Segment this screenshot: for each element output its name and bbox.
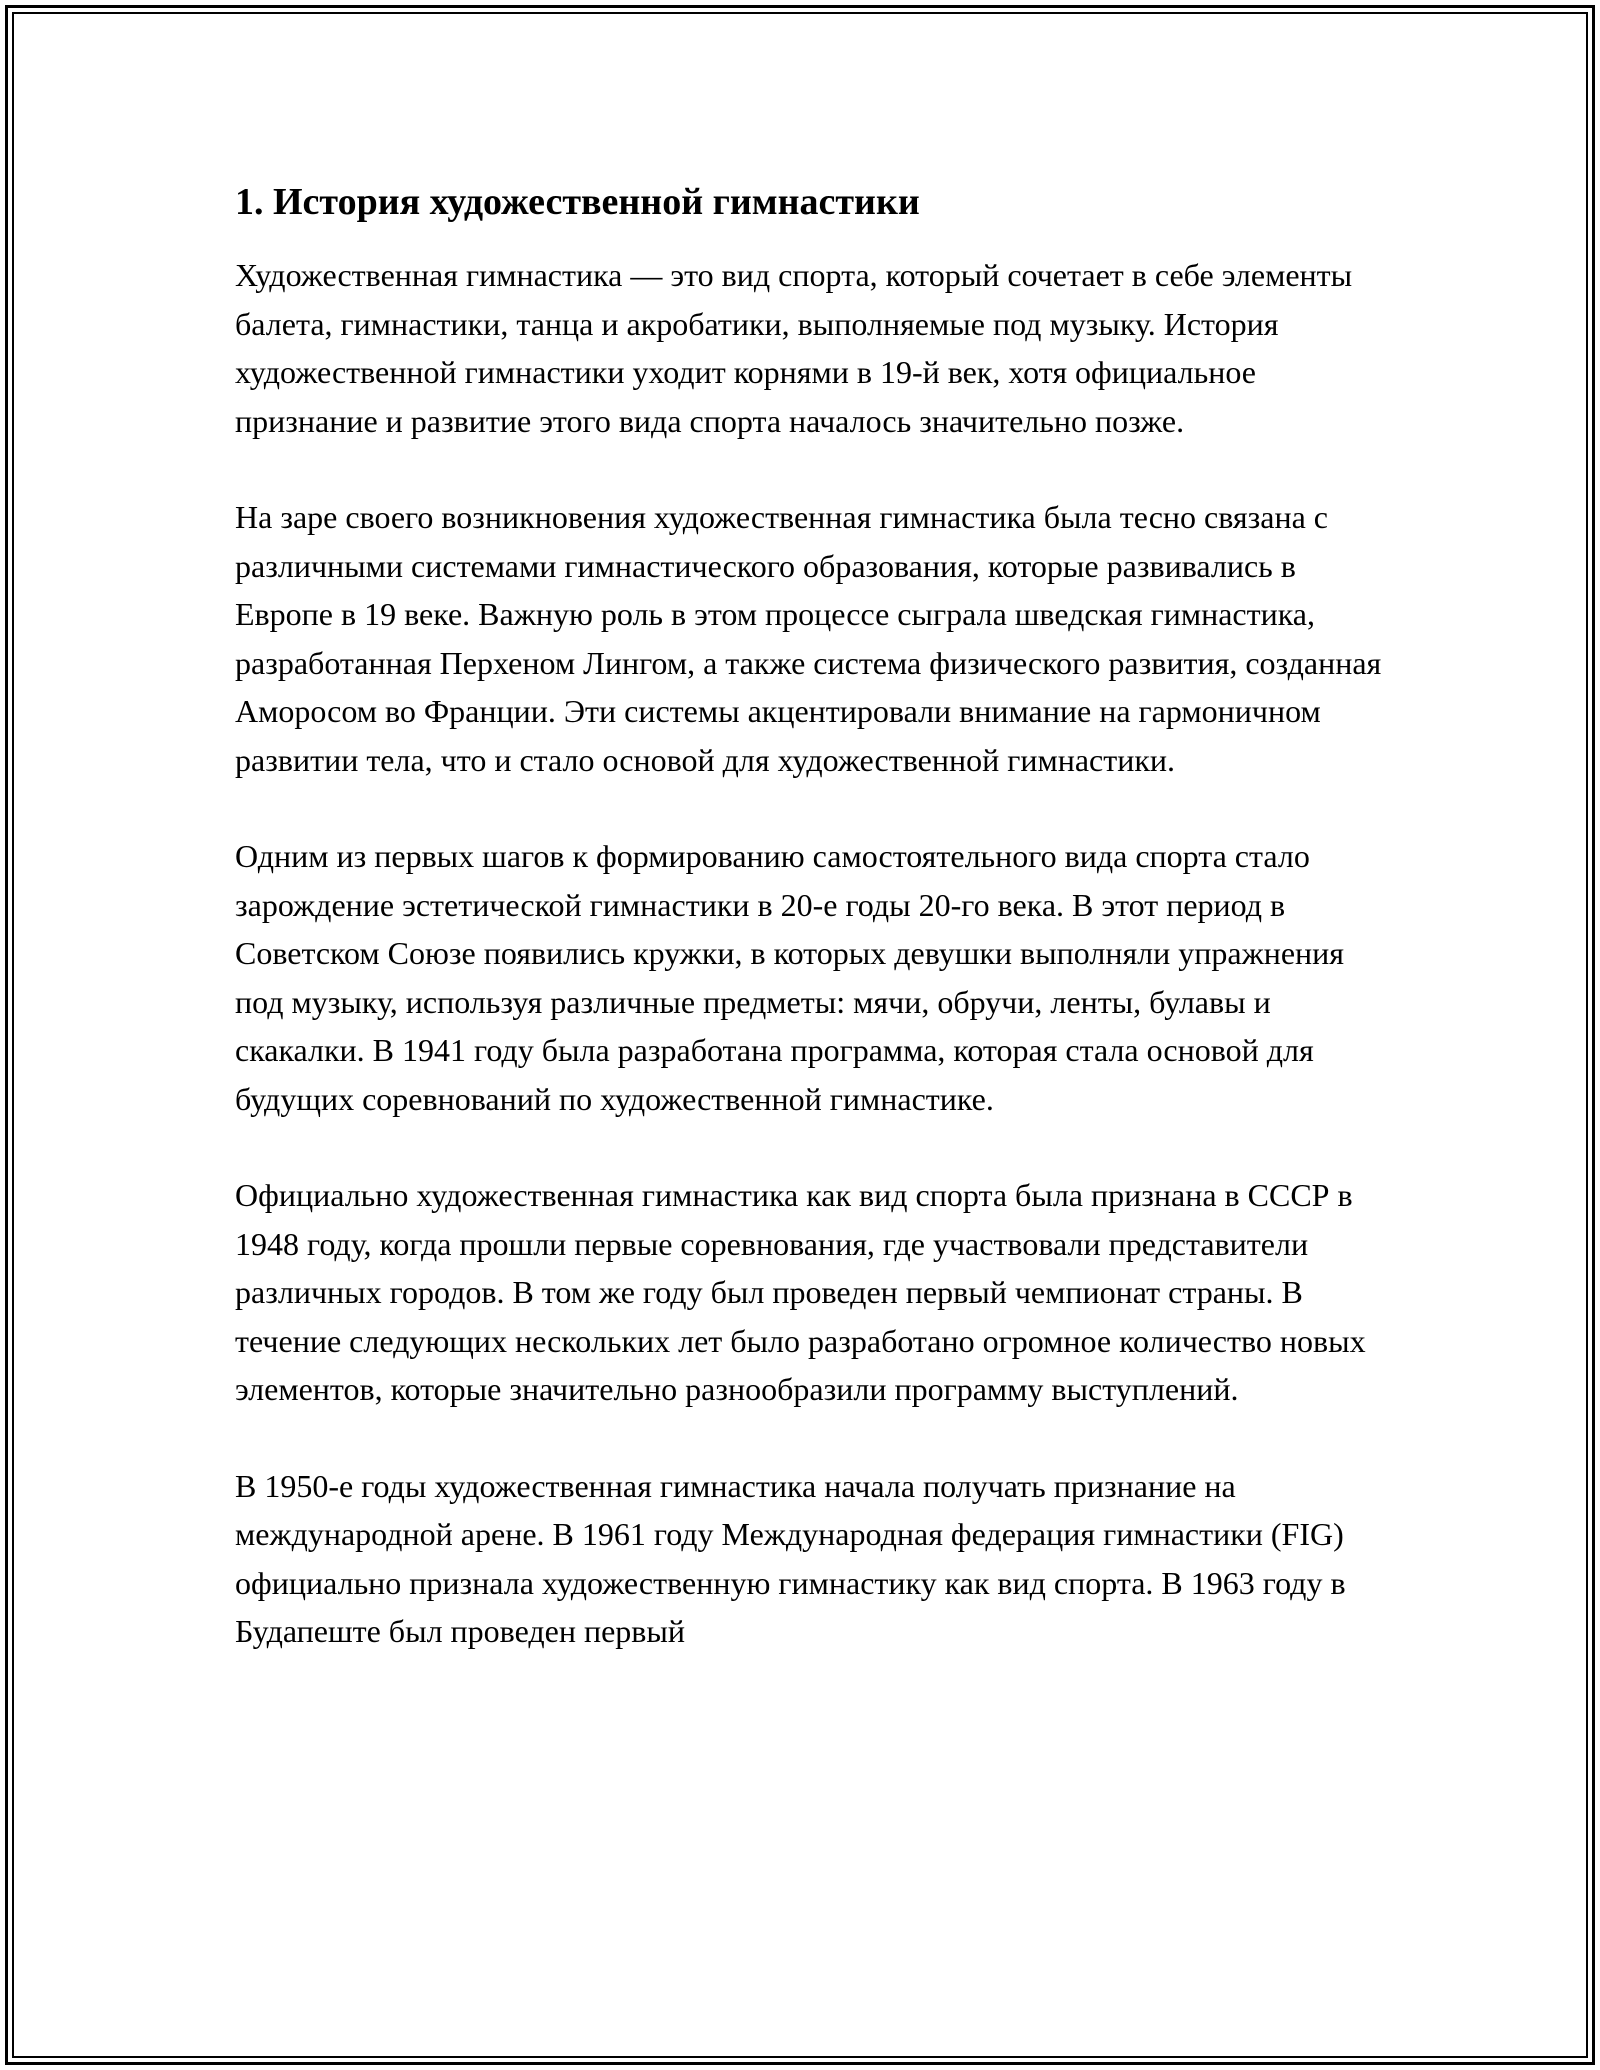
paragraph-4: Официально художественная гимнастика как вид спорта была признана в СССР в 1948 году, когда прошли первые соревнования, где участвовали представители различных городов. В том же году был проведен первый чемпионат страны. В течение следующих нескольких лет было разработано огромное количество новых элементов, которые значительно разнообразили программу выступлений.: [235, 1177, 1366, 1408]
document-body: [235, 178, 1385, 1704]
paragraph-1: Художественная гимнастика — это вид спорта, который сочетает в себе элементы балета, гимнастики, танца и акробатики, выполняемые под музыку. История художественной гимнастики уходит корнями в 19-й век, хотя официальное признание и развитие этого вида спорта началось значительно позже.: [235, 257, 1353, 439]
paragraph-5: В 1950-е годы художественная гимнастика начала получать признание на международной арене. В 1961 году Международная федерация гимнастики (FIG) официально признала художественную гимнастику как вид спорта. В 1963 году в Будапеште был проведен первый: [235, 1467, 1346, 1650]
section-heading: 1. История художественной гимнастики: [235, 181, 920, 223]
paragraph-2: На заре своего возникновения художественная гимнастика была тесно связана с различными системами гимнастического образования, которые развивались в Европе в 19 веке. Важную роль в этом процессе сыграла шведская гимнастика, разработанная Перхеном Лингом, а также система физического развития, созданная Аморосом во Франции. Эти системы акцентировали внимание на гармоничном развитии тела, что и стало основой для художественной гимнастики.: [235, 499, 1382, 778]
paragraph-3: Одним из первых шагов к формированию самостоятельного вида спорта стало зарождение эстетической гимнастики в 20-е годы 20-го века. В этот период в Советском Союзе появились кружки, в которых девушки выполняли упражнения под музыку, используя различные предметы: мячи, обручи, ленты, булавы и скакалки. В 1941 году была разработана программа, которая стала основой для будущих соревнований по художественной гимнастике.: [235, 838, 1344, 1117]
